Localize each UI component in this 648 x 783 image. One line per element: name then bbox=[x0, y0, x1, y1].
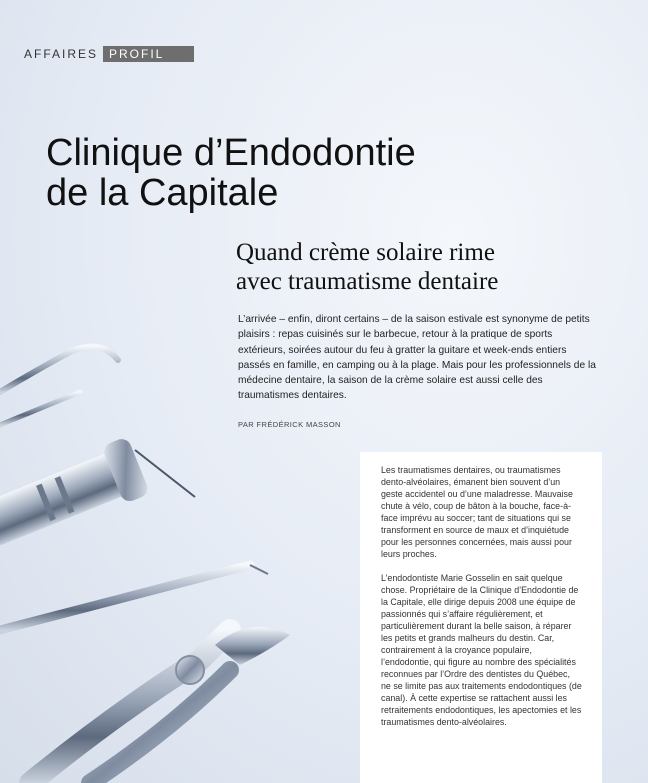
article-byline: PAR FRÉDÉRICK MASSON bbox=[238, 420, 341, 429]
article-lead: L’arrivée – enfin, diront certains – de la saison estivale est synonyme de petits plaisirs : repas cuisinés sur le barbecue, retour à la pratique de sports extérieurs, soirées autour du feu à gratter la guitare et week-ends entiers passés en famille, en camping ou à la plage. Mais pour les professionnels de la médecine dentaire, la saison de la crème solaire est aussi celle des traumatismes dentaires. bbox=[238, 314, 596, 402]
subtitle-line-1: Quand crème solaire rime bbox=[236, 239, 495, 266]
dental-handpiece bbox=[0, 436, 150, 555]
section-tag: PROFIL bbox=[103, 46, 194, 62]
title-line-2: de la Capitale bbox=[46, 172, 279, 214]
body-paragraph: Les traumatismes dentaires, ou traumatismes dento-alvéolaires, émanent bien souvent d’un geste accidentel ou d’une maladresse. Mauvaise chute à vélo, coup de bâton à la bouche, face-à-face imprévu au soccer; tant de situations qui se transforment en source de maux et d’inquiétude pour les personnes concernées, mais aussi pour leurs proches. bbox=[381, 465, 573, 559]
section-label: AFFAIRES bbox=[24, 46, 99, 61]
article-title bbox=[46, 133, 416, 213]
straight-probe bbox=[0, 565, 250, 630]
subtitle-line-2: avec traumatisme dentaire bbox=[236, 268, 499, 295]
upper-probe bbox=[0, 392, 80, 425]
section-header bbox=[24, 45, 194, 62]
body-paragraph: L’endodontiste Marie Gosselin en sait quelque chose. Propriétaire de la Clinique d’Endodontie de la Capitale, elle dirige depuis 2008 une équipe de passionnés qui s’affaire régulièrement, et particulièrement durant la belle saison, à réparer les petits et grands malheurs du destin. Car, contrairement à la croyance populaire, l’endodontie, qui figure au nombre des spécialités reconnues par l’Ordre des dentistes du Québec, ne se limite pas aux traitements endodontiques (de canal). À cette expertise se rattachent aussi les retraitements endodontiques, les apectomies et les traumatismes dento-alvéolaires. bbox=[381, 573, 582, 727]
article-body-column bbox=[360, 452, 602, 783]
explorer-probe-hook bbox=[0, 347, 118, 392]
article-subtitle bbox=[236, 238, 498, 296]
probe-tip bbox=[250, 565, 268, 574]
title-line-1: Clinique d’Endodontie bbox=[46, 132, 416, 174]
extraction-forceps bbox=[30, 627, 290, 783]
